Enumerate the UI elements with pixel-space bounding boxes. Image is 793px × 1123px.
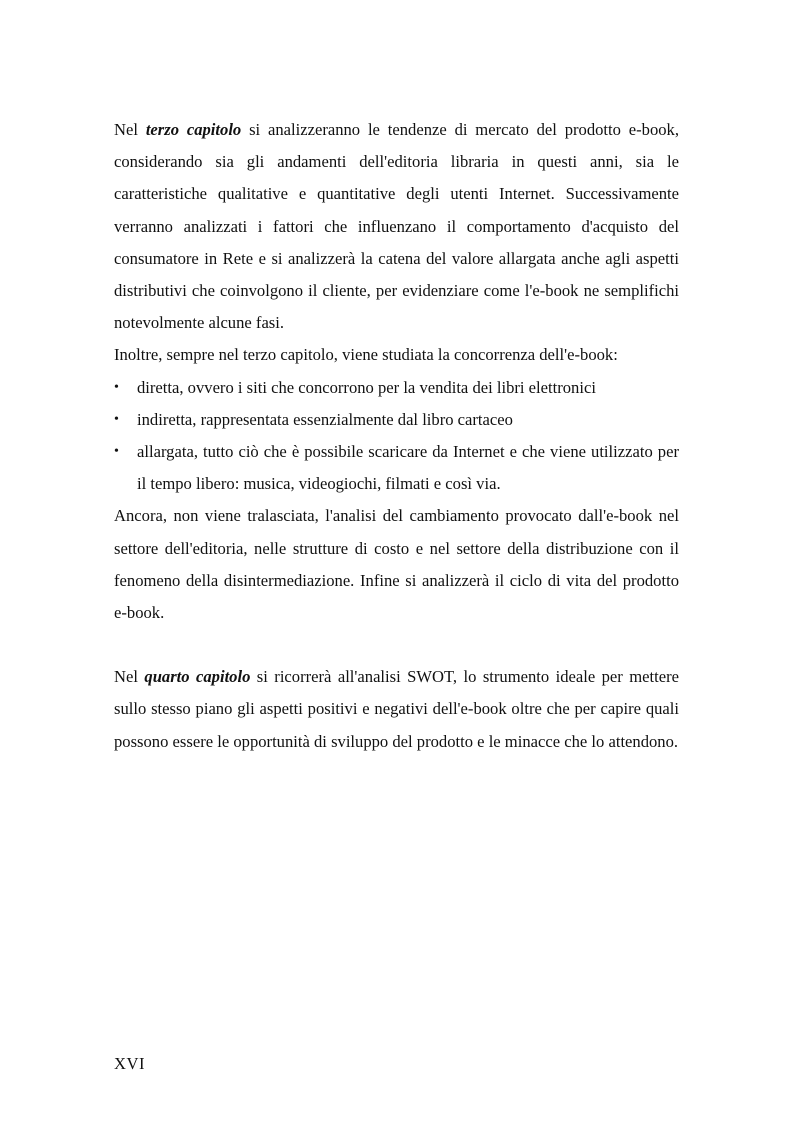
list-item <box>114 372 679 404</box>
list-item <box>114 436 679 500</box>
list-item <box>114 404 679 436</box>
page-body <box>114 114 679 758</box>
list-item-text: allargata, tutto ciò che è possibile scaricare da Internet e che viene utilizzato per il tempo libero: musica, videogiochi, filmati e così via. <box>137 442 679 494</box>
bullet-icon: • <box>114 444 119 460</box>
paragraph-text: si analizzeranno le tendenze di mercato del prodotto e-book, considerando sia gli andamenti dell'editoria libraria in questi anni, sia le caratteristiche qualitative e quantitative degli utenti Internet. Successivamente verranno analizzati i fattori che influenzano il comportamento d'acquisto del consumatore in Rete e si analizzerà la catena del valore allargata anche agli aspetti distributivi che coinvolgono il cliente, per evidenziare come l'e-book ne semplifichi notevolmente alcune fasi. <box>114 120 679 333</box>
list-item-text: indiretta, rappresentata essenzialmente dal libro cartaceo <box>137 409 513 429</box>
paragraph-competition: Inoltre, sempre nel terzo capitolo, viene studiata la concorrenza dell'e-book: <box>114 345 618 365</box>
list-item-text: diretta, ovvero i siti che concorrono per la vendita dei libri elettronici <box>137 377 596 397</box>
paragraph-change-analysis: Ancora, non viene tralasciata, l'analisi del cambiamento provocato dall'e-book nel settore dell'editoria, nelle strutture di costo e nel settore della distribuzione con il fenomeno della disintermediazione. Infine si analizzerà il ciclo di vita del prodotto e-book. <box>114 506 679 623</box>
paragraph-text: Nel <box>114 667 145 687</box>
bullet-icon: • <box>114 411 119 427</box>
page-number: XVI <box>114 1054 145 1073</box>
paragraph-text: Nel <box>114 120 146 139</box>
chapter-emphasis: terzo capitolo <box>145 120 242 139</box>
bullet-icon: • <box>114 379 119 395</box>
competition-bullet-list <box>114 372 679 501</box>
paragraph-fourth-chapter <box>114 661 679 758</box>
paragraph-third-chapter <box>114 114 679 339</box>
paragraph-spacer <box>114 629 679 661</box>
paragraph-text: si ricorrerà all'analisi SWOT, lo strumento ideale per mettere sullo stesso piano gli aspetti positivi e negativi dell'e-book oltre che per capire quali possono essere le opportunità di sviluppo del prodotto e le minacce che lo attendono. <box>114 667 679 751</box>
chapter-emphasis: quarto capitolo <box>144 667 251 687</box>
